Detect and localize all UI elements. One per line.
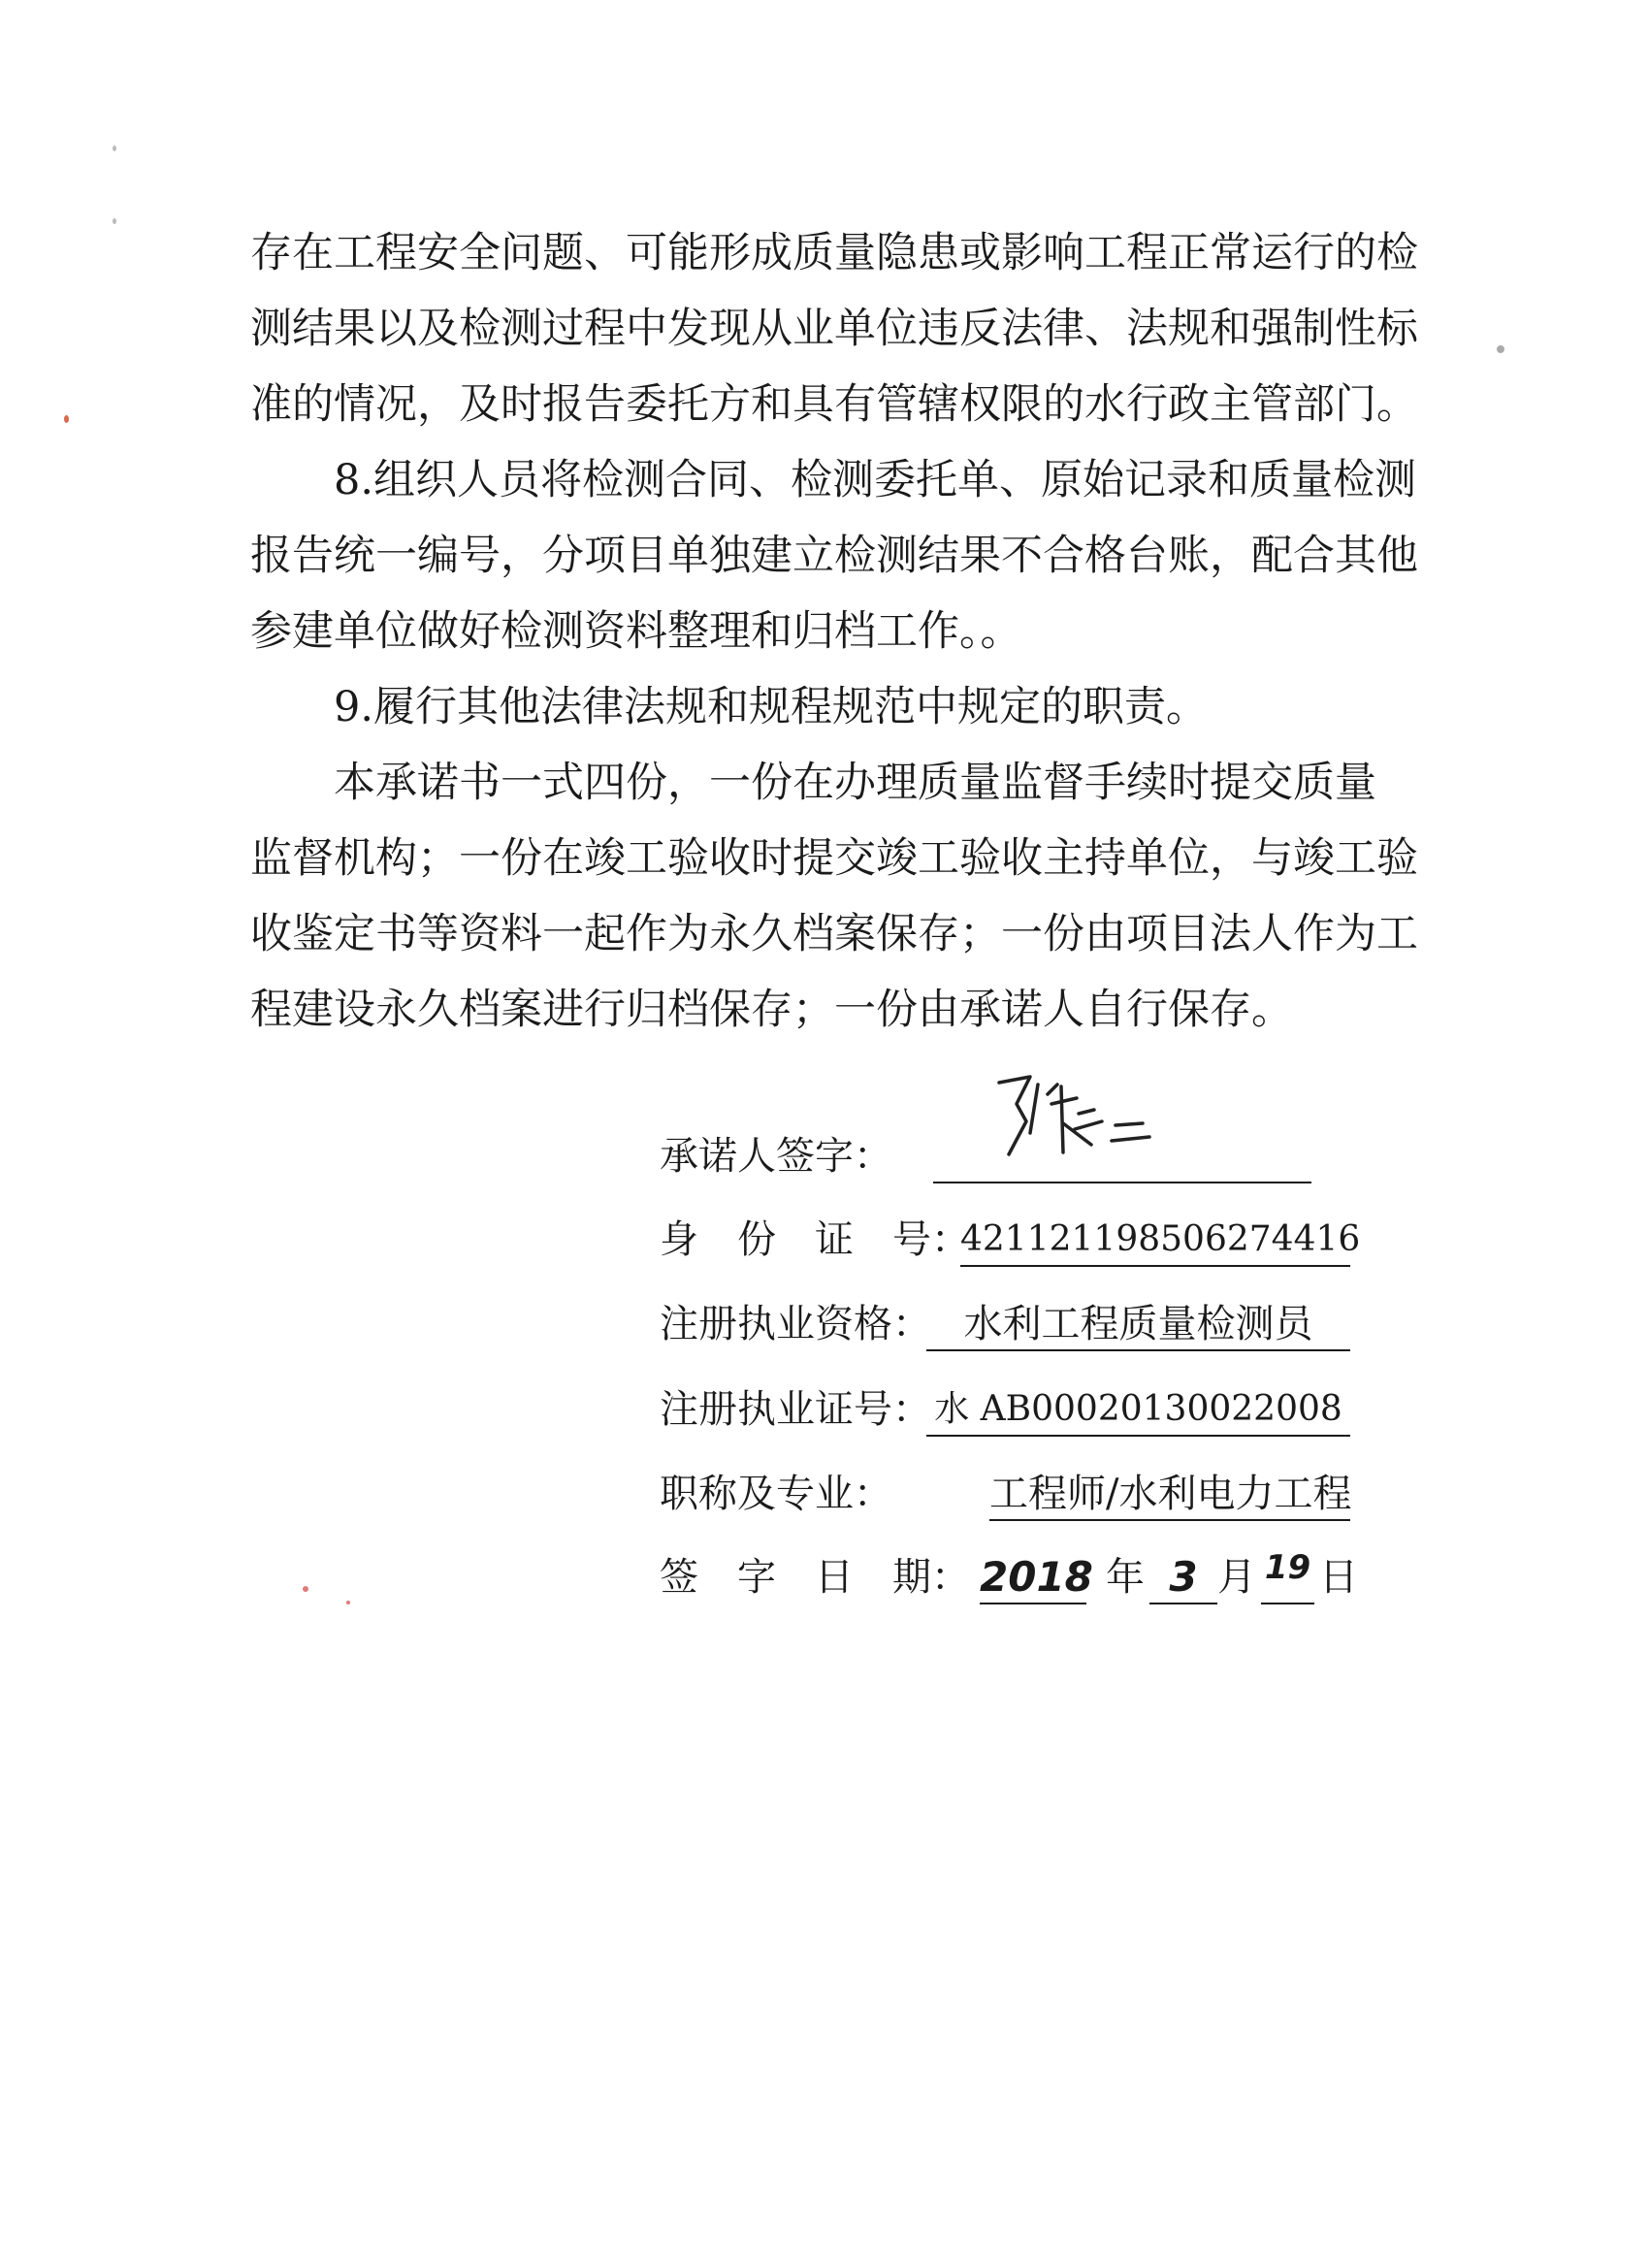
commitment-body [250, 215, 1418, 1048]
body-line: 参建单位做好检测资料整理和归档工作。。 [250, 607, 1022, 656]
month-unit: 月 [1217, 1555, 1256, 1600]
scan-speck [113, 218, 116, 224]
date-year-value: 2018 [980, 1548, 1086, 1604]
year-unit: 年 [1106, 1555, 1145, 1600]
body-line: 测结果以及检测过程中发现从业单位违反法律、法规和强制性标 [250, 305, 1418, 353]
body-line: 本承诺书一式四份，一份在办理质量监督手续时提交质量 [250, 759, 1376, 807]
body-line: 收鉴定书等资料一起作为永久档案保存；一份由项目法人作为工 [250, 910, 1418, 958]
body-line: 存在工程安全问题、可能形成质量隐患或影响工程正常运行的检 [250, 229, 1418, 277]
id-label: 身 份 证 号： [660, 1217, 970, 1262]
id-number-value: 421121198506274416 [960, 1211, 1350, 1267]
body-line: 8.组织人员将检测合同、检测委托单、原始记录和质量检测 [250, 456, 1417, 504]
date-day-value: 19 [1261, 1548, 1314, 1604]
date-label: 签 字 日 期： [660, 1555, 970, 1600]
signer-label: 承诺人签字： [660, 1134, 892, 1179]
body-line: 程建设永久档案进行归档保存；一份由承诺人自行保存。 [250, 986, 1293, 1034]
body-line: 监督机构；一份在竣工验收时提交竣工验收主持单位，与竣工验 [250, 834, 1418, 883]
certificate-value: 水 AB00020130022008 [926, 1380, 1350, 1437]
scan-speck [303, 1586, 308, 1592]
scan-speck [64, 415, 69, 423]
body-line: 报告统一编号，分项目单独建立检测结果不合格台账，配合其他 [250, 532, 1418, 580]
scan-speck [346, 1601, 350, 1604]
qualification-value: 水利工程质量检测员 [926, 1295, 1350, 1351]
day-unit: 日 [1319, 1555, 1358, 1600]
title-label: 职称及专业： [660, 1472, 892, 1516]
date-month-value: 3 [1149, 1548, 1217, 1604]
body-line: 准的情况，及时报告委托方和具有管辖权限的水行政主管部门。 [250, 380, 1418, 429]
body-line: 9.履行其他法律法规和规程规范中规定的职责。 [250, 683, 1209, 731]
qualification-label: 注册执业资格： [660, 1302, 931, 1346]
title-value: 工程师/水利电力工程 [989, 1465, 1350, 1521]
scan-speck [1497, 345, 1504, 353]
handwritten-signature [970, 1065, 1164, 1172]
certificate-label: 注册执业证号： [660, 1387, 931, 1432]
scan-speck [113, 146, 116, 151]
